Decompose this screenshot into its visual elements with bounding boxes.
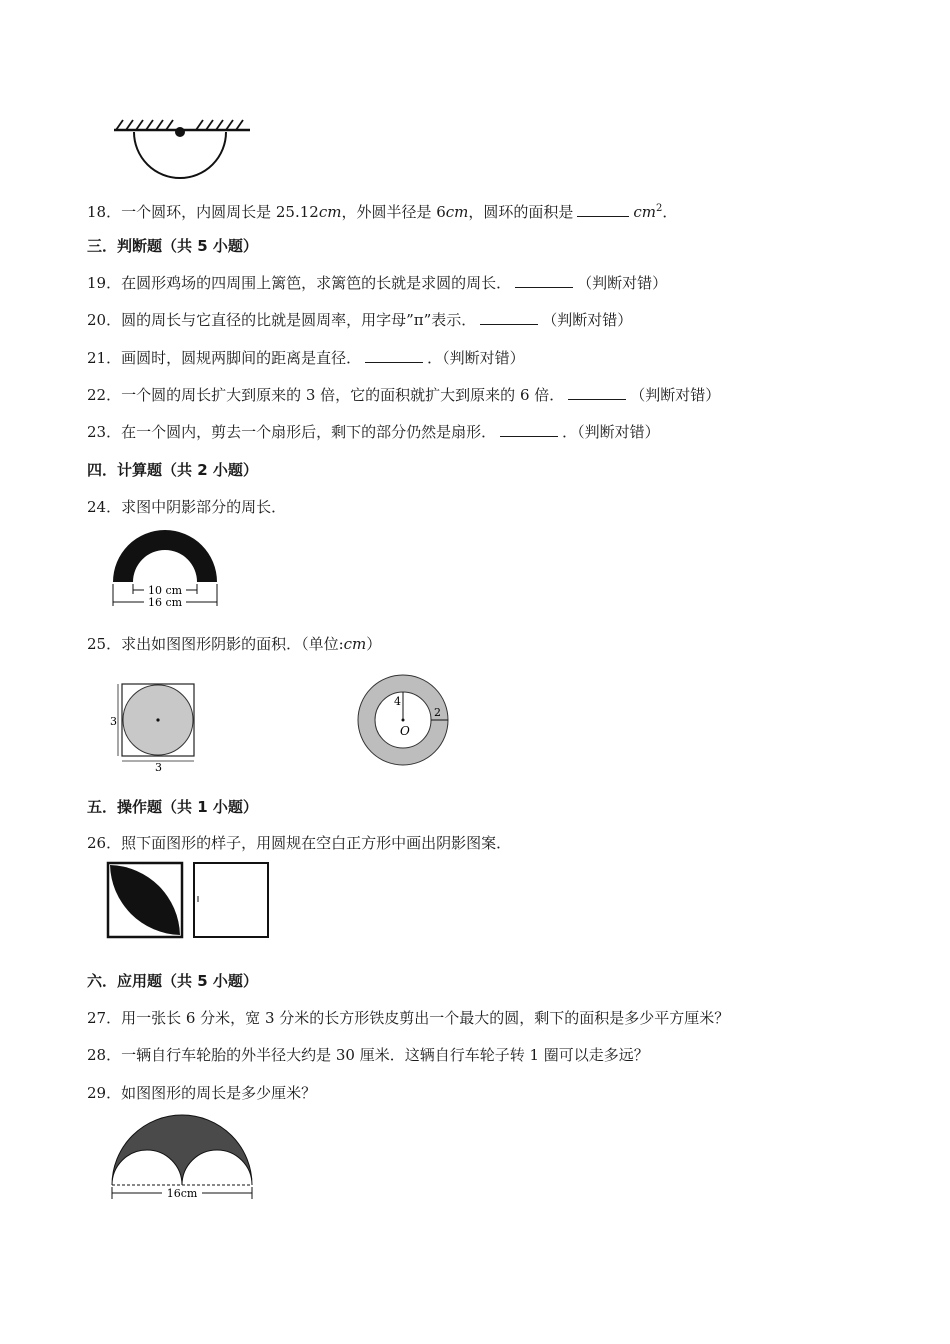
question-25: 25．求出如图图形阴影的面积．（单位:cm） xyxy=(87,635,382,653)
answer-blank[interactable] xyxy=(500,422,558,437)
q29-diameter-label: 16cm xyxy=(166,1187,198,1200)
answer-blank[interactable] xyxy=(577,202,629,217)
q26-leaf-pattern-figure xyxy=(106,861,274,941)
question-26: 26．照下面图形的样子，用圆规在空白正方形中画出阴影图案． xyxy=(87,834,512,852)
q25-square-side-label: 3 xyxy=(110,715,117,728)
question-29: 29．如图图形的周长是多少厘米？ xyxy=(87,1084,317,1102)
question-18: 18．一个圆环，内圆周长是 25.12cm，外圆半径是 6cm，圆环的面积是 $cm^2$． xyxy=(87,203,678,221)
q25-square-bottom-label: 3 xyxy=(155,761,162,771)
q25-circle-in-square-figure xyxy=(108,676,203,771)
question-24: 24．求图中阴影部分的周长． xyxy=(87,498,287,516)
answer-blank[interactable] xyxy=(480,310,538,325)
q24-semi-annulus-figure xyxy=(108,526,223,612)
q17-semicircle-figure xyxy=(108,112,258,187)
q26-blank-square[interactable] xyxy=(194,863,268,937)
question-28: 28．一辆自行车轮胎的外半径大约是 30 厘米．这辆自行车轮子转 1 圈可以走多远？ xyxy=(87,1046,649,1064)
section-6-title: 六．应用题（共 5 小题） xyxy=(87,972,258,990)
q25-width-label: 2 xyxy=(434,706,441,719)
q29-shaded-semicircle-figure xyxy=(108,1111,258,1203)
question-19: 19．在圆形鸡场的四周围上篱笆，求篱笆的长就是求圆的周长． （判断对错） xyxy=(87,274,668,292)
section-4-title: 四．计算题（共 2 小题） xyxy=(87,461,258,479)
answer-blank[interactable] xyxy=(568,385,626,400)
question-21: 21．画圆时，圆规两脚间的距离是直径． ．（判断对错） xyxy=(87,349,525,367)
q25-annulus-figure xyxy=(354,672,454,768)
q24-inner-label: 10 cm xyxy=(147,584,183,597)
answer-blank[interactable] xyxy=(515,273,573,288)
answer-blank[interactable] xyxy=(365,348,423,363)
q25-center-label: O xyxy=(400,724,410,738)
question-23: 23．在一个圆内，剪去一个扇形后，剩下的部分仍然是扇形． ．（判断对错） xyxy=(87,423,660,441)
question-20: 20．圆的周长与它直径的比就是圆周率，用字母”π”表示． （判断对错） xyxy=(87,311,633,329)
q24-outer-label: 16 cm xyxy=(147,596,183,609)
section-3-title: 三．判断题（共 5 小题） xyxy=(87,237,258,255)
section-5-title: 五．操作题（共 1 小题） xyxy=(87,798,258,816)
q25-radius-label: 4 xyxy=(394,695,401,708)
question-22: 22．一个圆的周长扩大到原来的 3 倍，它的面积就扩大到原来的 6 倍． （判断对错） xyxy=(87,386,721,404)
question-27: 27．用一张长 6 分米，宽 3 分米的长方形铁皮剪出一个最大的圆，剩下的面积是多少平方厘米？ xyxy=(87,1009,730,1027)
